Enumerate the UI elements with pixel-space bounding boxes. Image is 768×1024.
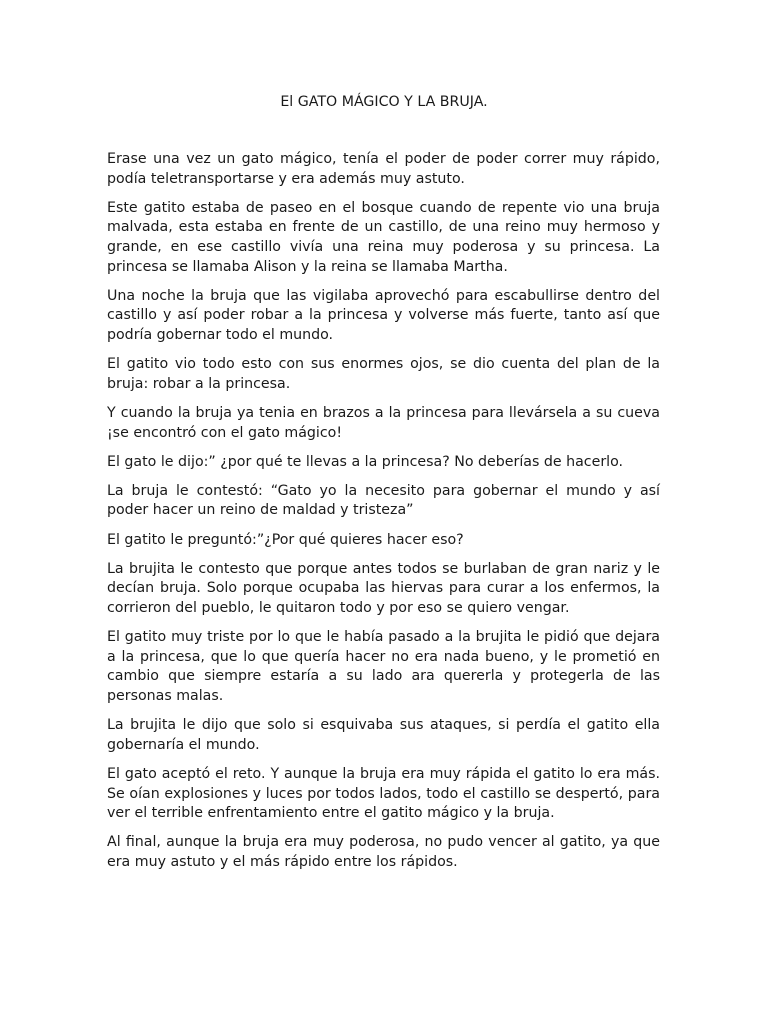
document-body	[107, 150, 660, 882]
paragraph: La bruja le contestó: “Gato yo la necesito para gobernar el mundo y así poder hacer un reino de maldad y tristeza”	[107, 482, 660, 519]
paragraph: El gatito le preguntó:”¿Por qué quieres hacer eso?	[107, 531, 464, 548]
paragraph: El gato aceptó el reto. Y aunque la bruja era muy rápida el gatito lo era más. Se oían explosiones y luces por todos lados, todo el castillo se despertó, para ver el terrible enfrentamiento entre el gatito mágico y la bruja.	[107, 765, 660, 822]
paragraph: Y cuando la bruja ya tenia en brazos a la princesa para llevársela a su cueva ¡se encontró con el gato mágico!	[107, 404, 660, 441]
paragraph: La brujita le contesto que porque antes todos se burlaban de gran nariz y le decían bruja. Solo porque ocupaba las hiervas para curar a los enfermos, la corrieron del pueblo, le quitaron todo y por eso se quiero vengar.	[107, 560, 660, 617]
paragraph: La brujita le dijo que solo si esquivaba sus ataques, si perdía el gatito ella gobernaría el mundo.	[107, 717, 660, 753]
document-title: El GATO MÁGICO Y LA BRUJA.	[280, 94, 488, 110]
paragraph: Este gatito estaba de paseo en el bosque cuando de repente vio una bruja malvada, esta estaba en frente de un castillo, de una reino muy hermoso y grande, en ese castillo vivía una reina muy poderosa y su princesa. La princesa se llamaba Alison y la reina se llamaba Martha.	[107, 199, 660, 275]
paragraph: Al final, aunque la bruja era muy poderosa, no pudo vencer al gatito, ya que era muy astuto y el más rápido entre los rápidos.	[107, 834, 660, 870]
paragraph: El gato le dijo:” ¿por qué te llevas a la princesa? No deberías de hacerlo.	[107, 453, 624, 470]
paragraph: Erase una vez un gato mágico, tenía el poder de poder correr muy rápido, podía teletransportarse y era además muy astuto.	[107, 151, 660, 187]
paragraph: El gatito muy triste por lo que le había pasado a la brujita le pidió que dejara a la princesa, que lo que quería hacer no era nada bueno, y le prometió en cambio que siempre estaría a su lado ara quererla y protegerla de las personas malas.	[107, 629, 660, 704]
paragraph: El gatito vio todo esto con sus enormes ojos, se dio cuenta del plan de la bruja: robar a la princesa.	[107, 356, 660, 392]
paragraph: Una noche la bruja que las vigilaba aprovechó para escabullirse dentro del castillo y así poder robar a la princesa y volverse más fuerte, tanto así que podría gobernar todo el mundo.	[107, 287, 660, 343]
